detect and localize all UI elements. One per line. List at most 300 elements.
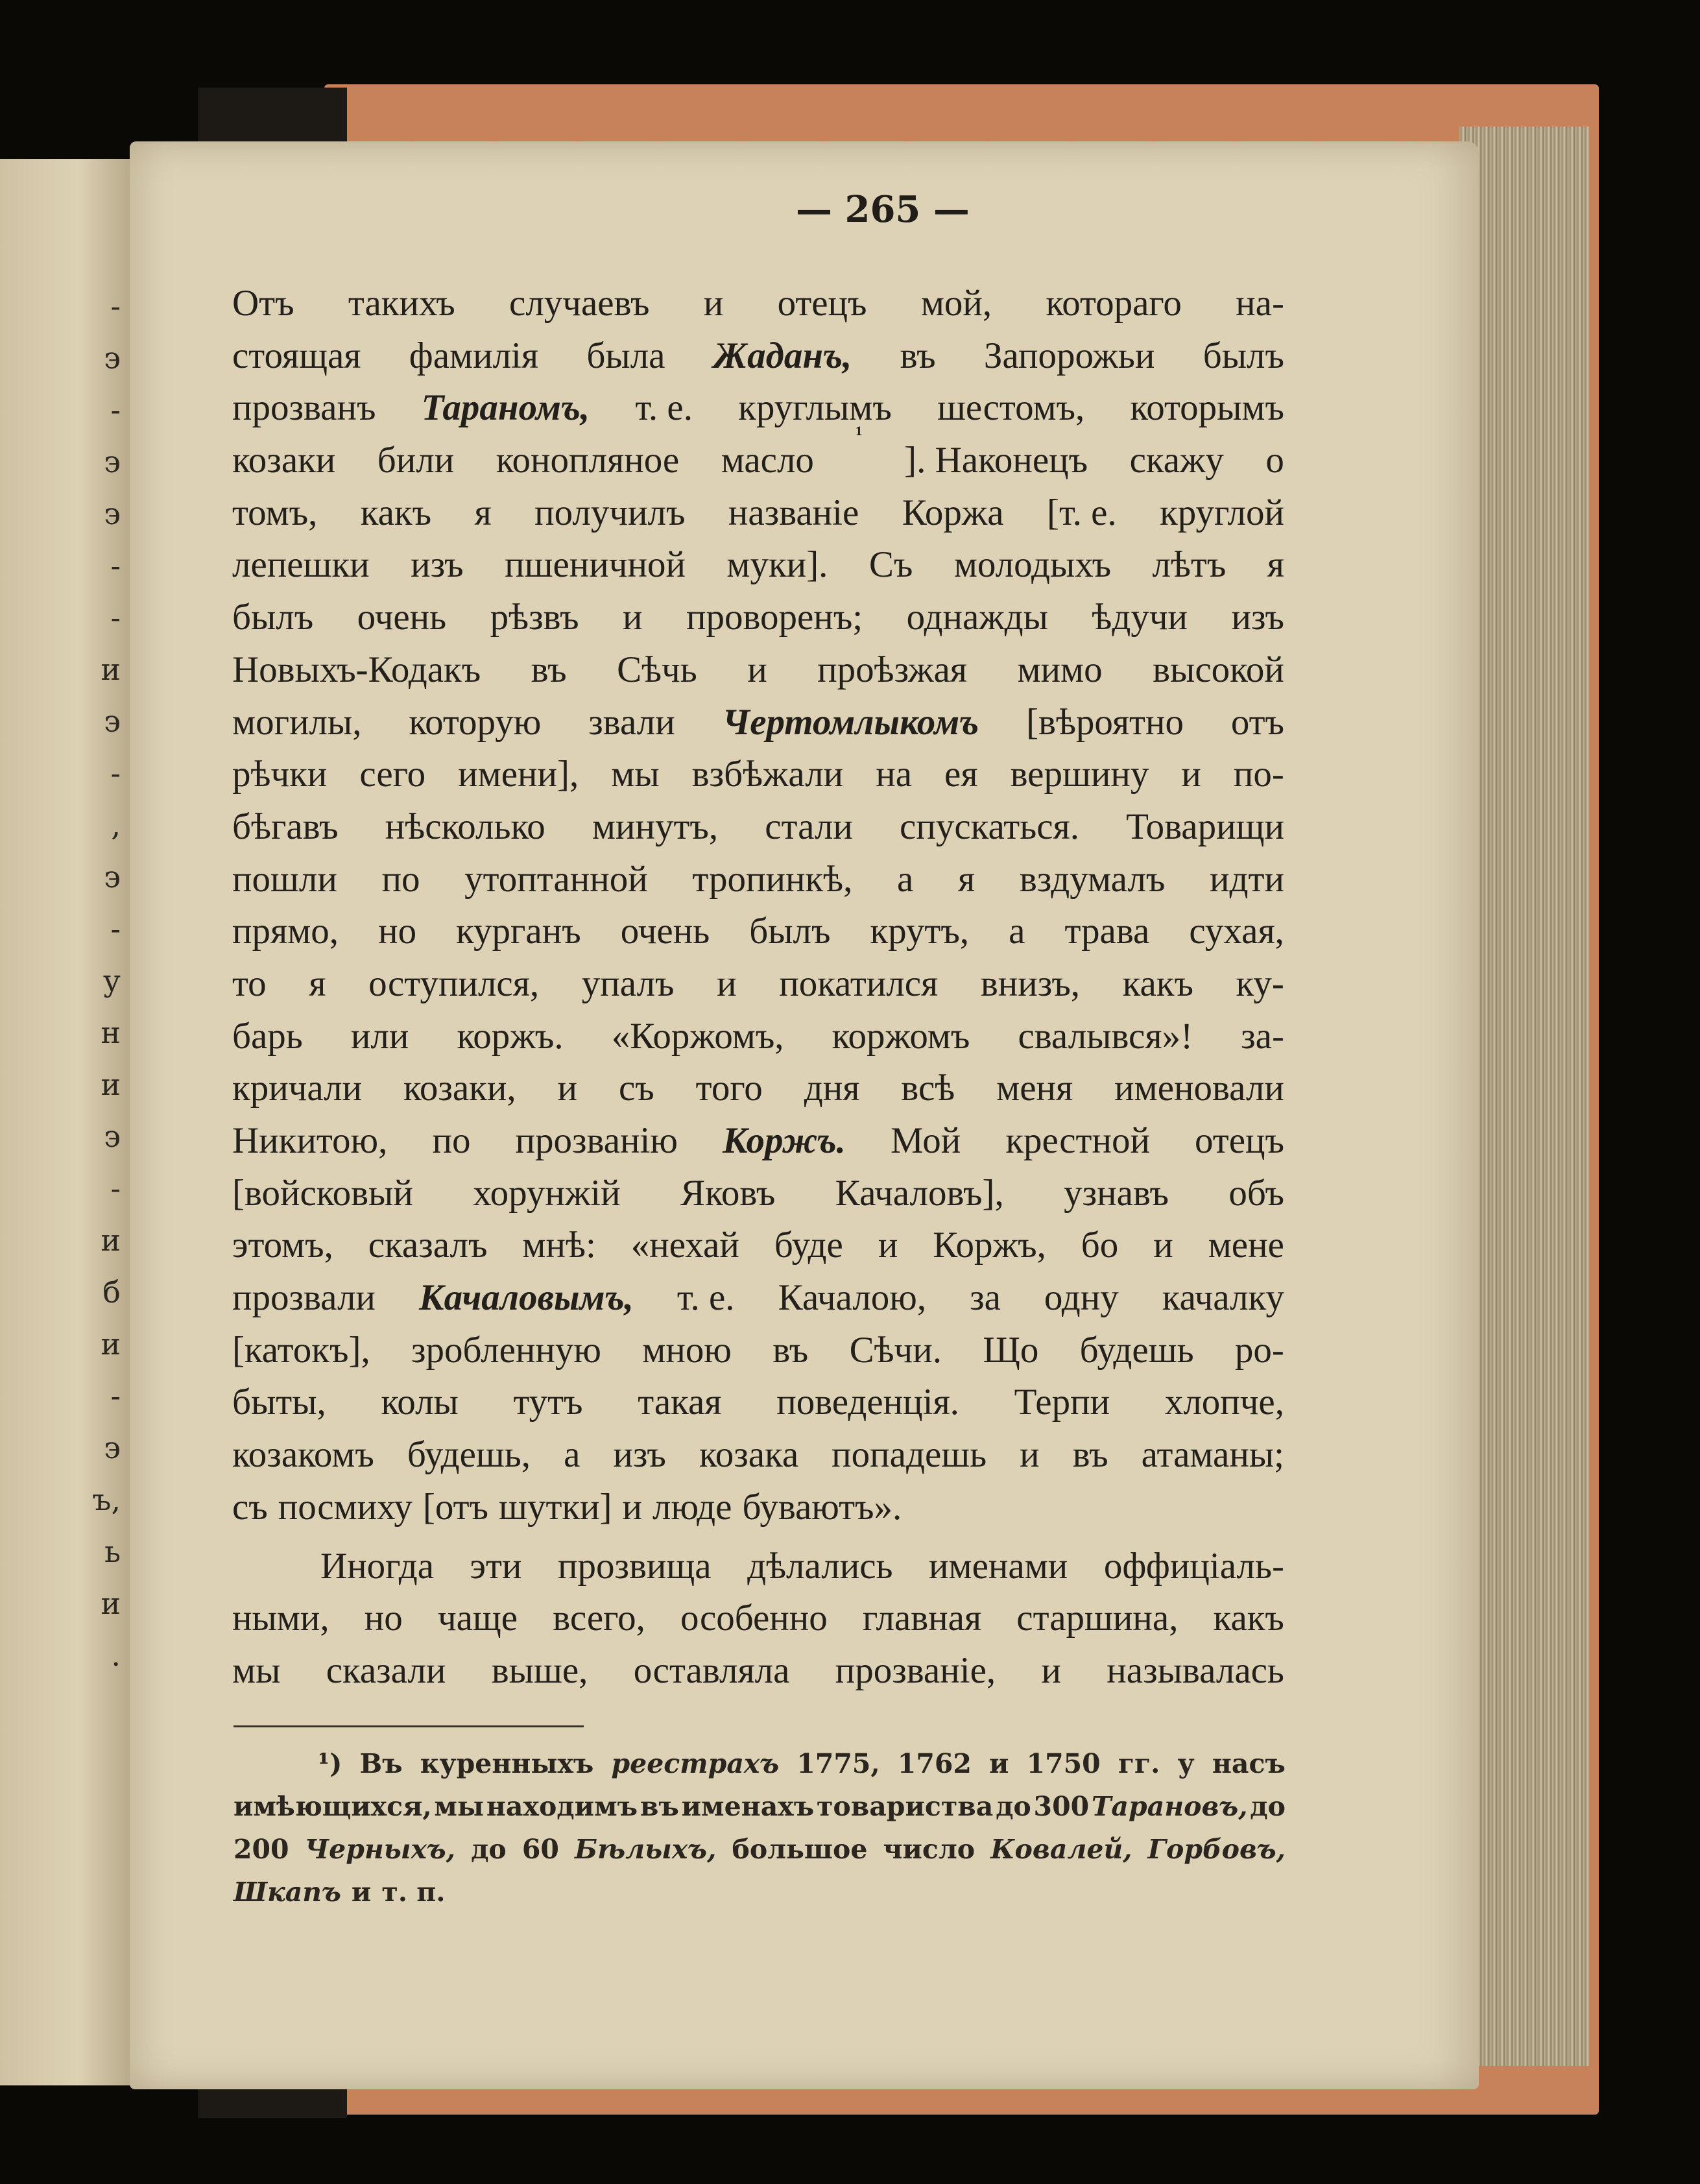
word: съ [618,1068,654,1109]
text-line [232,382,1284,435]
word: изъ [613,1434,666,1476]
word: [катокъ], [232,1329,370,1371]
text-line [232,1115,1284,1168]
word: «нехай [630,1225,739,1266]
word: изъ [1231,597,1284,638]
margin-mark: . [111,1638,121,1673]
word: по- [1233,754,1284,795]
word: поведенція. [776,1382,959,1423]
word: ]. Наконецъ [904,440,1088,481]
word: Що [983,1329,1039,1371]
word: большое [732,1834,868,1865]
word: и [1020,1434,1040,1476]
word: о [1265,440,1284,481]
margin-mark: ъ, [92,1482,121,1517]
word: буваютъ». [742,1486,902,1528]
word: шутки] [499,1486,612,1528]
text-line [233,1871,1286,1914]
text-line [232,644,1284,697]
word: лепешки [232,544,370,586]
word: и [557,1068,578,1109]
word: на [876,754,912,795]
text-line [232,1168,1284,1220]
word: выше, [491,1650,588,1691]
text-line [232,1272,1284,1325]
word: за- [1241,1015,1284,1057]
word: мы [434,1791,485,1822]
margin-mark: и [101,1326,121,1362]
margin-mark: э [104,859,121,894]
word: конопляное [496,440,680,481]
text-line [232,1592,1284,1645]
word: Запорожьи [983,335,1155,376]
word: Яковъ [680,1172,776,1214]
word: козакомъ [232,1434,374,1476]
word: Жаданъ, [713,335,852,376]
margin-mark: и [101,1586,121,1621]
word: минутъ, [592,806,719,847]
word: нѣсколько [385,806,545,847]
word: т. е. [635,387,693,429]
word: 1750 [1026,1748,1101,1779]
word: Терпи [1014,1382,1110,1423]
word: тропинкѣ, [692,858,853,900]
left-margin-marks [92,159,121,2085]
word: какъ [1122,963,1193,1004]
word: ку- [1236,963,1284,1004]
word: дѣлались [747,1545,893,1587]
word: мимо [1017,649,1103,690]
margin-mark: э [104,341,121,376]
word: ея [944,754,978,795]
word: прозванъ [232,387,376,429]
word: скажу [1129,440,1224,481]
word: барь [232,1015,303,1057]
word: прямо, [232,911,339,952]
margin-mark: - [110,1171,121,1206]
word: фамилія [409,335,539,376]
word: утоптанной [464,858,648,900]
word: вздумалъ [1019,858,1166,900]
margin-mark: э [104,444,121,479]
paragraph-gap [232,1534,1284,1541]
margin-mark: - [110,289,121,324]
word: какъ [360,492,432,533]
footnote [233,1742,1286,1914]
word: однажды [906,597,1048,638]
word: котораго [1046,283,1182,324]
word: и [717,963,737,1004]
word: всего, [553,1598,645,1639]
word: хлопче, [1164,1382,1284,1423]
word: я [309,963,326,1004]
text-line [232,1011,1284,1063]
text-line [232,854,1284,906]
margin-mark: э [104,704,121,739]
word: съ [232,1486,268,1528]
word: муки]. [726,544,828,586]
word: крестной [1005,1120,1150,1161]
word: былъ [1203,335,1284,376]
word: Шкапъ [233,1877,341,1908]
text-line [232,487,1284,540]
word: число [883,1834,976,1865]
word: объ [1228,1172,1284,1214]
word: и [623,597,643,638]
word: [войсковый [232,1172,413,1214]
text-line [232,1062,1284,1115]
word: въ [772,1329,809,1371]
word: я [474,492,492,533]
word: Коржъ, [933,1225,1046,1266]
word: идти [1210,858,1284,900]
word: томъ, [232,492,318,533]
word: коржъ. [457,1015,564,1057]
word: очень [620,911,710,952]
word: оступился, [368,963,540,1004]
word: могилы, [232,701,362,743]
word: до [1250,1791,1286,1822]
text-line [232,749,1284,801]
word: куренныхъ [420,1748,594,1779]
word: т. е. [676,1277,735,1319]
word: хорунжій [473,1172,621,1214]
word: будешь [1079,1329,1194,1371]
word: за [970,1277,1001,1319]
text-line [232,539,1284,592]
word: ро- [1234,1329,1284,1371]
word: Никитою, [232,1120,388,1161]
word: прозвали [232,1277,376,1319]
text-line [232,1482,1284,1534]
text-line [232,958,1284,1011]
word: Тарановъ, [1091,1791,1248,1822]
word: мы [611,754,660,795]
word: покатился [779,963,939,1004]
text-line [232,801,1284,854]
word: въ [640,1791,679,1822]
word: эти [470,1545,522,1587]
word: коржомъ [832,1015,970,1057]
word: того [695,1068,763,1109]
word: Коржа [902,492,1004,533]
margin-mark: ь [104,1534,121,1569]
word: въ [900,335,936,376]
word: Въ [359,1748,403,1779]
word: атаманы; [1141,1434,1284,1476]
text-line [232,1325,1284,1377]
word: отъ [1230,701,1284,743]
word: Ковалей, [990,1834,1132,1865]
word: взбѣжали [691,754,844,795]
word: ¹) [318,1748,342,1779]
word: чаще [437,1598,518,1639]
word: высокой [1153,649,1284,690]
word: люде [652,1486,732,1528]
word: и [1041,1650,1061,1691]
word: была [586,335,665,376]
word: оффиціаль- [1103,1545,1284,1587]
margin-mark: э [104,1119,121,1154]
word: трава [1064,911,1150,952]
word: тутъ [513,1382,583,1423]
word: Качалою, [778,1277,927,1319]
word: и [1181,754,1201,795]
word: зробленную [411,1329,601,1371]
word: Сѣчи. [849,1329,942,1371]
word: шестомъ, [937,387,1085,429]
text-line [232,1376,1284,1429]
word: будешь, [407,1434,531,1476]
text-line [232,1541,1284,1593]
word: били [377,440,455,481]
word: былъ [749,911,831,952]
word: мой, [920,283,992,324]
word: такая [638,1382,722,1423]
word: посмиху [278,1486,413,1528]
text-line [233,1742,1286,1785]
margin-mark: , [111,808,121,843]
margin-mark: и [101,652,121,687]
word: имени], [458,754,579,795]
word: насъ [1212,1748,1286,1779]
word: реестрахъ [611,1748,780,1779]
word: на- [1236,283,1284,324]
word: «Коржомъ, [611,1015,784,1057]
word: Отъ [232,283,294,324]
word: называлась [1107,1650,1284,1691]
word: бо [1081,1225,1119,1266]
margin-mark: - [110,392,121,427]
word: Съ [868,544,913,586]
word: вершину [1010,754,1149,795]
word: звали [588,701,675,743]
word: прозванію [515,1120,678,1161]
word: именами [929,1545,1068,1587]
word: особенно [680,1598,828,1639]
word: но [378,911,417,952]
word: очень [357,597,447,638]
word: крутъ, [870,911,970,952]
margin-mark: б [102,1275,121,1310]
word: мною [642,1329,732,1371]
text-line [232,278,1284,330]
word: т. п. [381,1877,446,1908]
word: [отъ [422,1486,489,1528]
text-line [232,1645,1284,1698]
word: мнѣ: [522,1225,596,1266]
word: попадешь [832,1434,987,1476]
word: 1775, [796,1748,880,1779]
word: внизъ, [980,963,1081,1004]
word: ѣдучи [1092,597,1188,638]
word: Черныхъ, [304,1834,456,1865]
word: сего [359,754,426,795]
word: мы [232,1650,281,1691]
word: я [957,858,976,900]
margin-mark: у [102,963,121,998]
word: Качаловымъ, [418,1277,634,1319]
word: такихъ [348,283,455,324]
margin-mark: - [110,1378,121,1413]
word: и [878,1225,898,1266]
word: козаки [232,440,336,481]
word: которымъ [1130,387,1284,429]
word: но [364,1598,403,1639]
margin-mark: н [101,1015,121,1050]
word: курганъ [456,911,581,952]
word: 1762 [897,1748,972,1779]
word: Иногда [320,1545,435,1587]
word: [т. е. [1047,492,1117,533]
word: Новыхъ-Кодакъ [232,649,481,690]
word: Сѣчь [617,649,697,690]
page-edges [1459,126,1589,2066]
text-line [232,906,1284,958]
word: масло [721,440,814,481]
word: Товарищи [1126,806,1284,847]
word: которую [409,701,542,743]
word: лѣтъ [1152,544,1227,586]
word: то [232,963,267,1004]
word: Бѣлыхъ, [575,1834,717,1865]
word: Тараномъ, [421,387,590,429]
page-number: — 265 — [796,188,970,231]
word: именовали [1114,1068,1284,1109]
word: и [1153,1225,1173,1266]
word: прозвища [557,1545,712,1587]
word: сказалъ [368,1225,488,1266]
text-line [233,1785,1286,1828]
word: названіе [728,492,859,533]
text-line [232,422,1284,487]
word: ными, [232,1598,329,1639]
word: главная [862,1598,982,1639]
word: прозваніе, [835,1650,996,1691]
word: буде [774,1225,843,1266]
word: а [897,858,914,900]
word: былъ [232,597,314,638]
word: Чертомлыкомъ [722,701,979,743]
word: козаки, [403,1068,516,1109]
margin-mark: и [101,1223,121,1258]
word: спускаться. [900,806,1079,847]
word: въ [1072,1434,1108,1476]
word: и [703,283,724,324]
word: узнавъ [1064,1172,1169,1214]
word: и [747,649,767,690]
word: кричали [232,1068,363,1109]
word: бѣгавъ [232,806,339,847]
word: быты, [232,1382,326,1423]
word: по [381,858,420,900]
word: проворенъ; [686,597,863,638]
body-text [232,278,1284,1698]
margin-mark: и [101,1067,121,1102]
word: рѣчки [232,754,328,795]
word: до [471,1834,507,1865]
word: и [622,1486,643,1528]
margin-mark: - [110,600,121,635]
word: и [989,1748,1009,1779]
margin-mark: - [110,911,121,946]
word: 300 [1033,1791,1090,1822]
word: молодыхъ [953,544,1112,586]
word: имѣющихся, [233,1791,432,1822]
word: 60 [521,1834,559,1865]
word: гг. [1118,1748,1160,1779]
word: старшина, [1016,1598,1179,1639]
word: проѣзжая [817,649,968,690]
text-line [232,592,1284,644]
word: одну [1044,1277,1119,1319]
word: а [1009,911,1025,952]
word: въ [531,649,567,690]
word: сказали [326,1650,446,1691]
word: сухая, [1189,911,1284,952]
word: колы [381,1382,459,1423]
word: козака [699,1434,799,1476]
word: именахъ [681,1791,815,1822]
word: Горбовъ, [1147,1834,1286,1865]
word: и [351,1877,372,1908]
margin-mark: - [110,756,121,791]
word: у [1177,1748,1195,1779]
footnote-rule [233,1725,584,1727]
word: ¹ [856,422,863,447]
word: стоящая [232,335,361,376]
word: меня [996,1068,1073,1109]
word: какъ [1213,1598,1284,1639]
word: Коржъ. [723,1120,846,1161]
margin-mark: - [110,548,121,583]
word: я [1267,544,1284,586]
word: круглой [1160,492,1284,533]
word: 200 [233,1834,289,1865]
word: этомъ, [232,1225,333,1266]
word: отецъ [777,283,867,324]
word: всѣ [901,1068,955,1109]
text-line [232,330,1284,383]
right-page [130,141,1479,2089]
word: упалъ [581,963,675,1004]
text-line [232,1429,1284,1482]
word: случаевъ [509,283,650,324]
word: круглымъ [738,387,892,429]
word: изъ [411,544,464,586]
word: дня [804,1068,860,1109]
text-line [233,1828,1286,1871]
word: отецъ [1195,1120,1284,1161]
word: мене [1208,1225,1284,1266]
word: получилъ [534,492,686,533]
word: стали [765,806,853,847]
left-page [0,159,130,2085]
margin-mark: э [104,1430,121,1465]
word: пошли [232,858,337,900]
word: оставляла [633,1650,790,1691]
word: по [432,1120,471,1161]
text-line [232,1219,1284,1272]
word: до [996,1791,1031,1822]
word: Качаловъ], [835,1172,1004,1214]
word: или [350,1015,409,1057]
word: а [564,1434,581,1476]
word: [вѣроятно [1026,701,1184,743]
word: находимъ [486,1791,638,1822]
word: свалывся»! [1018,1015,1193,1057]
word: Мой [890,1120,961,1161]
